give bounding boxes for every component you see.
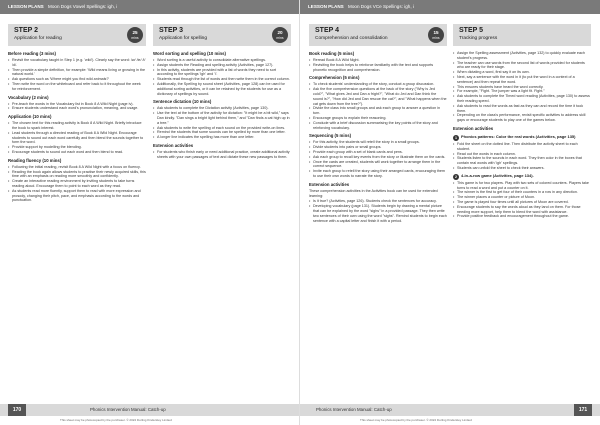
bullet-item: • Developing vocabulary (page 131). Students begin by drawing a mental picture that can be explained by the word "sighs" in a provided passage. They then write two sentences of their own using the word "sighs". Remind students to begin each sentence with a capital letter and finish it with a period. (309, 204, 447, 223)
step-5-banner (453, 24, 591, 46)
bullet-item: • Ensure students understand each word's pronunciation, meaning, and usage. (8, 106, 146, 111)
bullet-item: • The winner is the first to get four of their counters in a row in any direction. (453, 190, 591, 195)
section-heading: Word sorting and spelling (10 mins) (153, 51, 226, 56)
bullet-item: • The teacher can use words from the second list of words provided for students who are ready for their stage. (453, 61, 591, 71)
step-number: STEP 3 (159, 27, 183, 34)
bullet-item: • Students read through the list of words and then write them in the correct column. (153, 77, 291, 82)
step-number: STEP 2 (14, 27, 38, 34)
content-section (453, 135, 591, 171)
header-subtitle: Moon Dogs Vowel Spellings: igh, i (48, 4, 118, 9)
bullet-item: • Ask students to complete the Dictation activity (Activities, page 130). (153, 106, 291, 111)
section-heading: Book reading (5 mins) (309, 51, 355, 56)
bullet-item: • The game is played four times until all pictures of Moon are covered. (453, 200, 591, 205)
game-title: 4-in-a-row game (Activities, page 134). (461, 172, 534, 178)
bullet-item: • Ask each group to recall key events from the story or illustrate them on the cards. (309, 155, 447, 160)
content-section (8, 114, 146, 155)
bullet-list (8, 121, 146, 155)
bullet-item: • The chosen text for this reading activity is Book 8 A Wild Night. Briefly introduce the book to spark interest. (8, 121, 146, 131)
bullet-item: • Ask students to write the spelling of each sound on the provided write-on lines. (153, 126, 291, 131)
bullet-list (8, 58, 146, 92)
bullet-item: • Ask students to read the words as fast as they can and record the time it took them. (453, 104, 591, 114)
step-sections (309, 51, 447, 223)
bullet-item: • Divide students into pairs or small groups. (309, 145, 447, 150)
step-2-banner (8, 24, 146, 46)
page-number: 171 (574, 404, 592, 416)
right-page-header (300, 0, 600, 14)
bullet-item: • Ask the five comprehension questions at the back of the story ("Why is Jed cold?", "What gives Jed and Dan a fright?", "What do Jed and Dan think the sound is?", "How did Jed and Dan rescue the cat?", and "What happens when the cat gets down from the tree?"). (309, 87, 447, 106)
page-number: 170 (8, 404, 26, 416)
content-section (309, 75, 447, 130)
bullet-item: • For students who finish early or need additional practice, create additional activity sheets with your own passages of text and dictate these new passages to them. (153, 150, 291, 160)
bullet-list (309, 140, 447, 178)
step-title: Application for reading (14, 36, 62, 41)
bullet-item: • Provide support by modelling the blending. (8, 145, 146, 150)
bullet-list (8, 165, 146, 203)
clock-value: 15 (433, 30, 439, 35)
game-heading (453, 135, 591, 141)
bullet-item: • Reading the book again allows students to practise their newly acquired skills, this time with an emphasis on reading more smoothly and confidently. (8, 170, 146, 180)
content-section (8, 51, 146, 92)
section-heading: Extension activities (309, 181, 350, 187)
content-section (309, 182, 447, 224)
bullet-list (153, 106, 291, 140)
bullet-item: • Assign the Spelling assessment (Activities, page 132) to quickly evaluate each student's progress. (453, 51, 591, 61)
step-title: Tracking progress (459, 36, 498, 41)
bullet-item: • This game is for two players. Play with two sets of colored counters. Players take turns to read a word and put a counter on it. (453, 181, 591, 191)
bullet-item: • Word sorting is a useful activity to consolidate alternative spellings. (153, 58, 291, 63)
bullet-item: • Encourage students to sound out each word and then blend to read. (8, 150, 146, 155)
content-section (309, 51, 447, 72)
bullet-item: • Encourage groups to explain their reasoning. (309, 116, 447, 121)
section-heading: Before reading (3 mins) (8, 51, 56, 56)
footer-title: Phonics Intervention Manual: Catch-up (316, 407, 392, 412)
step-4-banner (309, 24, 447, 46)
bullet-item: • Students listen to the sounds in each word. They then color in the boxes that contain real words with 'igh' spellings. (453, 156, 591, 166)
bullet-item: • In this activity, students are provided with a list of words they need to sort according to the spellings 'igh' and 'i'. (153, 68, 291, 78)
content-section (309, 133, 447, 178)
header-label: LESSON PLANS (8, 4, 44, 9)
footer-title: Phonics Intervention Manual: Catch-up (90, 407, 166, 412)
content-section (453, 174, 591, 219)
bullet-item: • Fold the sheet on the dotted line. Then distribute the activity sheet to each student. (453, 142, 591, 152)
game-title: Phonics patterns: Color the real words (Activities, page 135) (461, 133, 576, 139)
content-section (453, 126, 591, 132)
bullet-item: • For this activity, the students will retell the story in a small groups. (309, 140, 447, 145)
bullet-list (8, 102, 146, 112)
bullet-item: • Divide the class into small groups and ask each group to answer a question in turn. (309, 106, 447, 116)
step-title: Comprehension and consolidation (315, 36, 388, 41)
game-heading (453, 174, 591, 180)
section-heading: Application (10 mins) (8, 114, 52, 120)
bullet-item: • Revisiting the book helps to reinforce familiarity with the text and supports phonetic recognition and comprehension. (309, 63, 447, 73)
bullet-item: • Pre-teach the words in the Vocabulary list in Book 8 A Wild Night (page iv). (8, 102, 146, 107)
bullet-item: • As students read more fluently, support them to read with more expression and prosody, changing their pitch, pace, and emphasis according to the words and punctuation. (8, 189, 146, 203)
clock-icon (127, 27, 143, 43)
bullet-item: • Additionally, the Spelling by sound sheet (Activities, page 128) can be used for additional sorting activities, or it can be retained by the students for use as a dictionary of spellings by sound. (153, 82, 291, 96)
section-heading: Extension activities (153, 142, 194, 148)
content-section (453, 51, 591, 123)
bullet-item: • Assign students the Reading and spelling activity (Activities, page 127). (153, 63, 291, 68)
section-heading: Extension activities (453, 125, 494, 131)
bullet-item: • Students can unfold the sheet to check their answers. (453, 166, 591, 171)
step-4-column (309, 24, 447, 404)
bullet-item: • Provide each group with a set of blank cards and pens. (309, 150, 447, 155)
step-number: STEP 4 (315, 27, 339, 34)
content-section (8, 158, 146, 203)
content-section (153, 99, 291, 140)
step-2-column (8, 24, 146, 404)
bullet-item: • Create an interactive reading environment by inviting students to take turns reading aloud. Encourage them to point to each word as they read. (8, 179, 146, 189)
bullet-item: • Ask questions such as 'Where might you find wild animals?' (8, 77, 146, 82)
bullet-item: • Lead students through a directed reading of Book 8 A Wild Night. Encourage students to sound out each word carefully and then blend the sounds together to form the word. (8, 131, 146, 145)
bullet-item: • Revisit the vocabulary taught in Step 1 (e.g. 'wild'). Clearly say the word: /w/ /ie/ /l/ /d/. (8, 58, 146, 68)
bullet-list (153, 150, 291, 160)
bullet-item: • For example, "Fight. The jumper was a light fit. Fight." (453, 89, 591, 94)
left-page-header (0, 0, 299, 14)
bullet-list (453, 51, 591, 123)
header-subtitle: Moon Dogs VCe Spellings: igh, i (348, 4, 414, 9)
section-heading: Comprehension (5 mins) (309, 75, 360, 81)
clock-unit: mins (432, 36, 440, 40)
clock-value: 20 (277, 30, 283, 35)
step-sections (453, 51, 591, 219)
bullet-item: • Remind the students that some sounds can be spelled by more than one letter. (153, 130, 291, 135)
clock-unit: mins (276, 36, 284, 40)
bullet-list (153, 58, 291, 96)
bullet-item: • Is it true? (Activities, page 126). Students check the sentences for accuracy. (309, 199, 447, 204)
bullet-item: • Then write the word on the whiteboard and refer back to it throughout the week for reinforcement. (8, 82, 146, 92)
copyright-line: This sheet may be photocopied by the purchaser. © 2024 Dorling Kindersley Limited (60, 418, 172, 422)
header-label: LESSON PLANS (308, 4, 344, 9)
bullet-list (453, 142, 591, 171)
bullet-item: • When dictating a word, first say it on its own. (453, 70, 591, 75)
step-title: Application for spelling (159, 36, 207, 41)
section-heading: Reading fluency (10 mins) (8, 157, 62, 163)
bullet-item: • Provide positive feedback and encouragement throughout the game. (453, 214, 591, 219)
bullet-item: • Conclude with a brief discussion summarising the key points of the story and reinforcing vocabulary. (309, 121, 447, 131)
bullet-item: • Depending on the class's performance, revisit specific activities to address skill gaps or encourage students to play one of the games below. (453, 113, 591, 123)
bullet-item: • Reread Book 8 A Wild Night. (309, 58, 447, 63)
content-section (153, 51, 291, 96)
section-heading: Sequencing (5 mins) (309, 133, 352, 139)
bullet-item: • Then provide a simple definition, for example: 'Wild means living or growing in the natural world.' (8, 68, 146, 78)
clock-value: 25 (132, 30, 138, 35)
bullet-item: • Invite each group to retell the story using their arranged cards, encouraging them to use their own words to narrate the story. (309, 169, 447, 179)
step-5-column (453, 24, 591, 404)
clock-icon (272, 27, 288, 43)
bullet-item: • Ask students to complete the Timed word reading (Activities, page 130) to assess their reading speed. (453, 94, 591, 104)
bullet-item: • Once the cards are created, students will work together to arrange them in the correct sequence. (309, 160, 447, 170)
game-number-badge: 1 (455, 135, 457, 140)
bullet-list (309, 58, 447, 72)
section-paragraph: These comprehension activities in the Activities book can be used for extended learning: (309, 188, 438, 198)
bullet-item: • A longer line indicates the spelling has more than one letter. (153, 135, 291, 140)
step-3-column (153, 24, 291, 404)
clock-icon (428, 27, 444, 43)
bullet-item: • Following the initial reading, revisit Book 8 A Wild Night with a focus on fluency. (8, 165, 146, 170)
bullet-list (453, 181, 591, 219)
step-3-banner (153, 24, 291, 46)
right-page (300, 0, 600, 425)
bullet-item: • This ensures students have heard the word correctly. (453, 85, 591, 90)
bullet-item: • The winner places a counter or picture of Moon. (453, 195, 591, 200)
game-number-badge: 2 (455, 174, 457, 179)
content-section (8, 95, 146, 112)
step-sections (8, 51, 146, 203)
copyright-line: This sheet may be photocopied by the purchaser. © 2024 Dorling Kindersley Limited (360, 418, 472, 422)
step-number: STEP 5 (459, 27, 483, 34)
bullet-list (309, 82, 447, 130)
bullet-item: • Encourage students to say the words aloud as they land on them. For those needing more support, help them to blend the word with assistance. (453, 205, 591, 215)
bullet-item: • To check students' understanding of the story, conduct a group discussion. (309, 82, 447, 87)
content-section (153, 143, 291, 160)
bullet-list (309, 199, 447, 223)
section-heading: Sentence dictation (10 mins) (153, 99, 212, 105)
bullet-item: • Use the text at the bottom of the activity for dictation: "It might be a bit wild," says Dan kindly. "Dan sings a bright light behind them," and "Dan finds a cat high up in a tree." (153, 111, 291, 125)
step-sections (153, 51, 291, 160)
clock-unit: mins (131, 36, 139, 40)
bullet-item: • Read out the words in each column. (453, 152, 591, 157)
bullet-item: • Next, say a sentence with the word in it (to put the word in a context of a sentence) and then repeat the word. (453, 75, 591, 85)
section-heading: Vocabulary (2 mins) (8, 94, 49, 100)
